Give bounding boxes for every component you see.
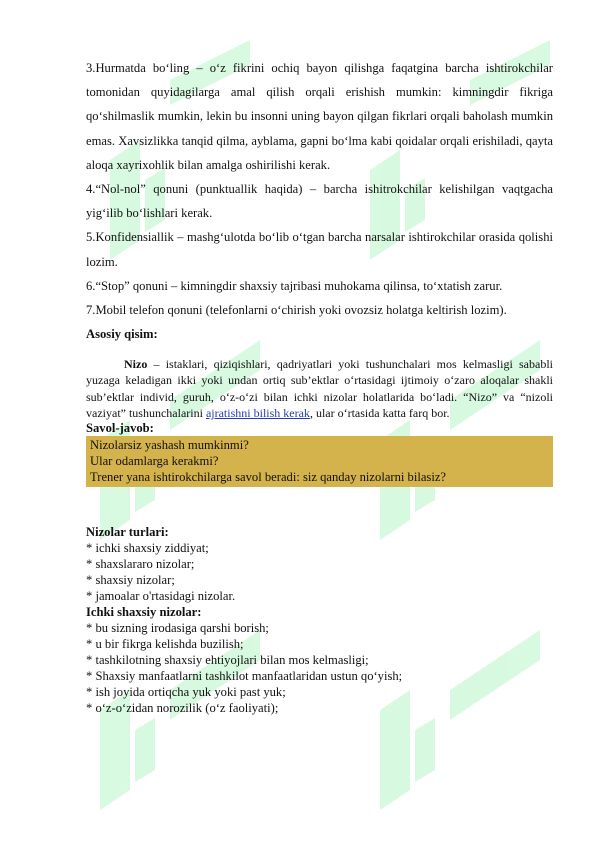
conflict-types-heading: Nizolar turlari: [86, 525, 169, 540]
conflict-types-section [86, 524, 553, 716]
qa-question: Ular odamlarga kerakmi? [90, 454, 219, 469]
list-item: * oʻz-oʻzidan norozilik (oʻz faoliyati); [86, 701, 279, 716]
definition-term: Nizo [124, 357, 148, 372]
qa-question: Nizolarsiz yashash mumkinmi? [90, 438, 249, 453]
list-item: * shaxsiy nizolar; [86, 573, 175, 588]
qa-heading: Savol-javob: [86, 421, 154, 436]
definition-tail: , ular oʻrtasida katta farq bor. [309, 405, 450, 420]
list-item: * jamoalar o'rtasidagi nizolar. [86, 589, 236, 604]
list-item: * ish joyida ortiqcha yuk yoki past yuk; [86, 685, 286, 700]
qa-highlight-box [86, 436, 553, 487]
document-body [86, 56, 553, 716]
definition-paragraph [86, 356, 553, 421]
main-section-heading: Asosiy qisim: [86, 327, 158, 342]
rule-respect: 3.Hurmatda boʻling – oʻz fikrini ochiq bayon qilishga faqatgina barcha ishtirokchilar tomonidan quyidagilarga amal qilish orqali erishish mumkin: kimningdir fikriga qoʻshilmaslik mumkin, lekin bu insonni uning bayon qilgan fikrlari orqali baholash mumkin emas. Xavsizlikka tanqid qilma, ayblama, gapni boʻlma kabi qoidalar orqali erishiladi, qayta aloqa xayrixohlik bilan amalga oshirilishi kerak. [86, 61, 553, 172]
list-item: * Shaxsiy manfaatlarni tashkilot manfaatlaridan ustun qoʻyish; [86, 669, 403, 684]
rule-stop: 6.“Stop” qonuni – kimningdir shaxsiy tajribasi muhokama qilinsa, toʻxtatish zarur. [86, 278, 503, 293]
rule-punctuality: 4.“Nol-nol” qonuni (punktuallik haqida) – barcha ishitrokchilar kelishilgan vaqtgacha yigʻilib boʻlishlari kerak. [86, 182, 553, 221]
list-item: * tashkilotning shaxsiy ehtiyojlari bilan mos kelmasligi; [86, 653, 369, 668]
definition-text: – istaklari, qiziqishlari, qadriyatlari yoki tushunchalari mos kelmasligi sababli yuzaga keladigan ikki yoki undan ortiq sub’ektlar oʻrtasidagi ijtimoiy oʻzaro aloqalar shakli sub’ektlar individ, guruh, oʻz-oʻzi bilan ichki nizolar holatlarida boʻladi. “Nizo” va “nizoli vaziyat” tushunchalarini [86, 357, 553, 420]
rule-mobile-phone: 7.Mobil telefon qonuni (telefonlarni oʻchirish yoki ovozsiz holatga keltirish lozim). [86, 303, 507, 318]
list-item: * ichki shaxsiy ziddiyat; [86, 541, 209, 556]
list-item: * shaxslararo nizolar; [86, 557, 195, 572]
definition-link[interactable]: ajratishni bilish kerak [205, 405, 310, 420]
list-item: * u bir fikrga kelishda buzilish; [86, 637, 244, 652]
qa-question: Trener yana ishtirokchilarga savol beradi: siz qanday nizolarni bilasiz? [90, 470, 447, 485]
rules-list [86, 56, 553, 322]
rule-confidentiality: 5.Konfidensiallik – mashgʻulotda boʻlib oʻtgan barcha narsalar ishtirokchilar orasida qolishi lozim. [86, 230, 553, 269]
internal-conflicts-heading: Ichki shaxsiy nizolar: [86, 605, 202, 620]
list-item: * bu sizning irodasiga qarshi borish; [86, 621, 269, 636]
